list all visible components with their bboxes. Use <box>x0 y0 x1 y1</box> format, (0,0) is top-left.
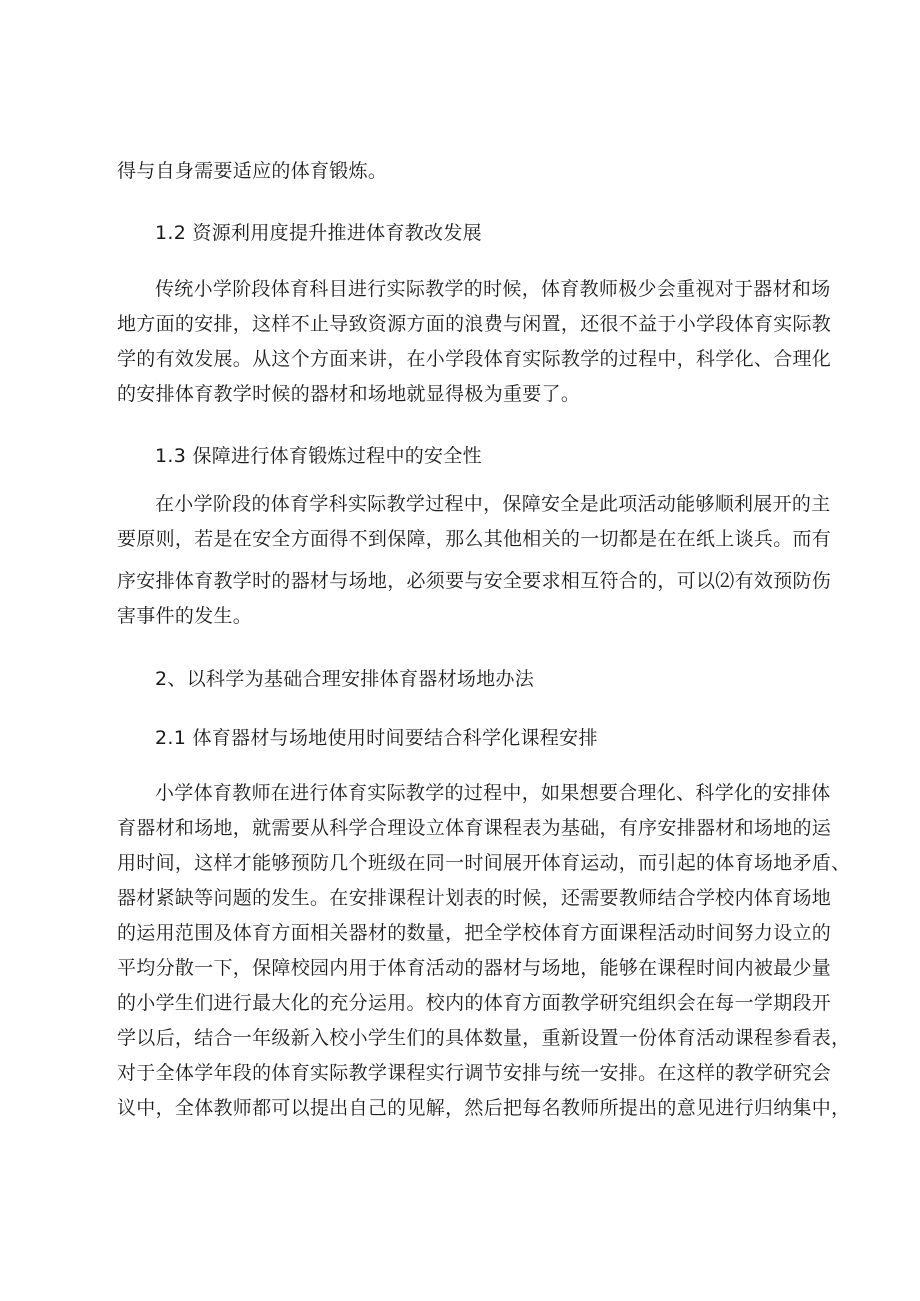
section-heading-2-1: 2.1 体育器材与场地使用时间要结合科学化课程安排 <box>155 727 598 749</box>
paragraph-line: 用时间，这样才能够预防几个班级在同一时间展开体育运动，而引起的体育场地矛盾、 <box>117 852 851 874</box>
paragraph-line: 地方面的安排，这样不止导致资源方面的浪费与闲置，还很不益于小学段体育实际教 <box>117 313 832 335</box>
paragraph-line: 的运用范围及体育方面相关器材的数量，把全学校体育方面课程活动时间努力设立的 <box>117 922 832 944</box>
paragraph-line: 对于全体学年段的体育实际教学课程实行调节安排与统一安排。在这样的教学研究会 <box>117 1062 832 1084</box>
paragraph-line: 育器材和场地，就需要从科学合理设立体育课程表为基础，有序安排器材和场地的运 <box>117 817 832 839</box>
paragraph-line: 器材紧缺等问题的发生。在安排课程计划表的时候，还需要教师结合学校内体育场地 <box>117 887 832 909</box>
paragraph-continuation: 得与自身需要适应的体育锻炼。 <box>117 160 388 182</box>
paragraph-line: 害事件的发生。 <box>117 605 253 627</box>
section-heading-1-2: 1.2 资源利用度提升推进体育教改发展 <box>155 222 482 244</box>
section-heading-1-3: 1.3 保障进行体育锻炼过程中的安全性 <box>155 445 482 467</box>
section-heading-2: 2、以科学为基础合理安排体育器材场地办法 <box>155 668 535 690</box>
paragraph-line: 小学体育教师在进行体育实际教学的过程中，如果想要合理化、科学化的安排体 <box>155 782 831 804</box>
paragraph-line: 在小学阶段的体育学科实际教学过程中，保障安全是此项活动能够顺利展开的主 <box>155 493 831 515</box>
paragraph-line: 学的有效发展。从这个方面来讲，在小学段体育实际教学的过程中，科学化、合理化 <box>117 348 832 370</box>
paragraph-line: 议中，全体教师都可以提出自己的见解，然后把每名教师所提出的意见进行归纳集中， <box>117 1097 851 1119</box>
paragraph-line: 平均分散一下，保障校园内用于体育活动的器材与场地，能够在课程时间内被最少量 <box>117 957 832 979</box>
paragraph-line: 序安排体育教学时的器材与场地，必须要与安全要求相互符合的，可以⑵有效预防伤 <box>117 570 832 592</box>
paragraph-line: 要原则，若是在安全方面得不到保障，那么其他相关的一切都是在在纸上谈兵。而有 <box>117 528 832 550</box>
paragraph-line: 学以后，结合一年级新入校小学生们的具体数量，重新设置一份体育活动课程参看表， <box>117 1027 851 1049</box>
paragraph-line: 的安排体育教学时候的器材和场地就显得极为重要了。 <box>117 383 581 405</box>
paragraph-line: 的小学生们进行最大化的充分运用。校内的体育方面教学研究组织会在每一学期段开 <box>117 992 832 1014</box>
paragraph-line: 传统小学阶段体育科目进行实际教学的时候，体育教师极少会重视对于器材和场 <box>155 278 831 300</box>
